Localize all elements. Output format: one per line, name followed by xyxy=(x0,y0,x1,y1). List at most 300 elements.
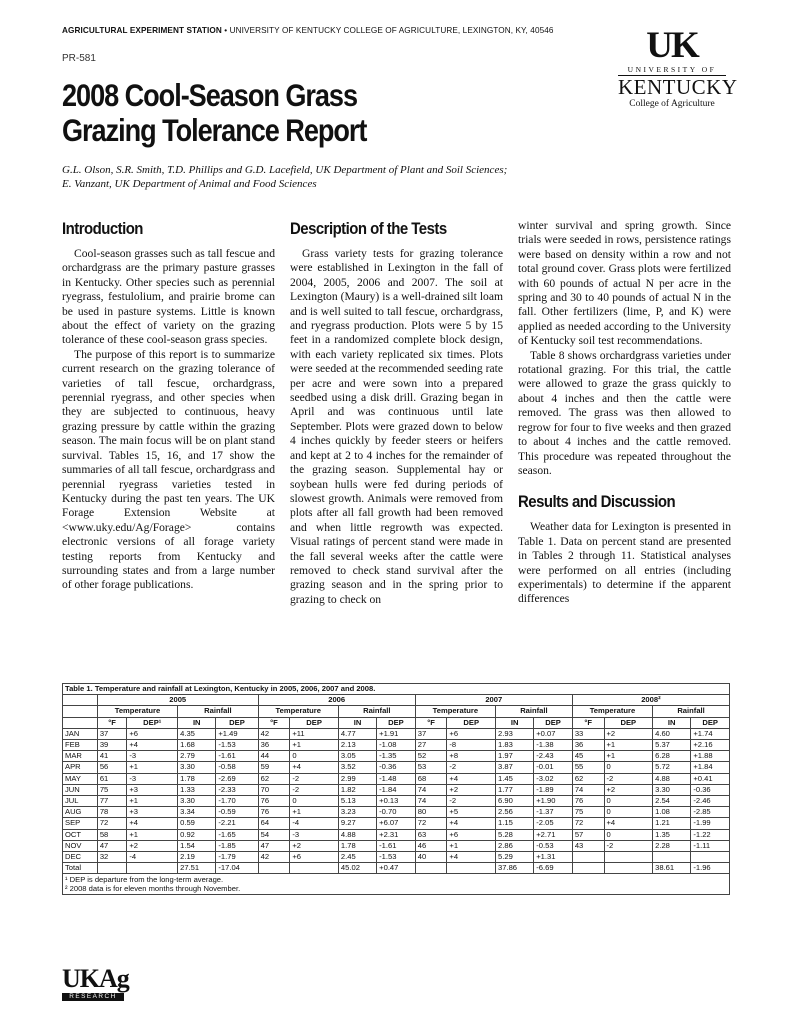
table-cell: 68 xyxy=(415,773,447,784)
table-cell: 58 xyxy=(97,829,127,840)
table-cell: +2 xyxy=(604,728,653,739)
year-header-row xyxy=(63,695,730,706)
table-cell: -0.59 xyxy=(216,807,258,818)
page-title xyxy=(62,78,366,148)
unit-header-blank xyxy=(63,717,98,728)
unit-header: DEP xyxy=(377,717,416,728)
table-row xyxy=(63,829,730,840)
table-cell: 53 xyxy=(415,762,447,773)
table-cell: 2.28 xyxy=(653,840,691,851)
table-cell: 37.86 xyxy=(496,863,534,874)
table-cell: 63 xyxy=(415,829,447,840)
table-cell: 4.88 xyxy=(653,773,691,784)
row-label-cell: OCT xyxy=(63,829,98,840)
table-cell: 43 xyxy=(572,840,604,851)
table-cell: +0.07 xyxy=(534,728,573,739)
table-cell xyxy=(258,863,290,874)
table-cell: -0.36 xyxy=(377,762,416,773)
results-paragraph-1: Weather data for Lexington is presented in Table 1. Data on percent stand are presented in Tables 2 through 11. Statistical analyses were performed on all entries (including experimentals) to determine if the apparent differences xyxy=(518,520,731,606)
table-cell: 59 xyxy=(258,762,290,773)
authors-line-2: E. Vanzant, UK Department of Animal and Food Sciences xyxy=(62,178,317,190)
table-cell: 1.78 xyxy=(338,840,376,851)
unit-header: IN xyxy=(653,717,691,728)
table-cell: -1.89 xyxy=(534,784,573,795)
row-label-cell: JUL xyxy=(63,796,98,807)
unit-header: °F xyxy=(415,717,447,728)
logo-uk-mark: UK xyxy=(646,25,698,66)
third-column xyxy=(518,219,731,607)
table-cell: +3 xyxy=(127,784,178,795)
table-cell: -3 xyxy=(127,751,178,762)
authors-line-1: G.L. Olson, S.R. Smith, T.D. Phillips and G.D. Lacefield, UK Department of Plant and Soil Sciences; xyxy=(62,164,508,176)
table-cell: 2.79 xyxy=(178,751,216,762)
table-cell: -0.53 xyxy=(534,840,573,851)
table-cell: -0.01 xyxy=(534,762,573,773)
table-cell: -1.99 xyxy=(691,818,730,829)
table-cell: 4.77 xyxy=(338,728,376,739)
row-label-cell: APR xyxy=(63,762,98,773)
table-cell: 3.30 xyxy=(178,796,216,807)
table-cell: 54 xyxy=(258,829,290,840)
table-cell: -2.33 xyxy=(216,784,258,795)
table-cell: +4 xyxy=(604,818,653,829)
table-cell: -0.70 xyxy=(377,807,416,818)
title-line-1: 2008 Cool-Season Grass xyxy=(62,77,358,113)
table-cell: +1.91 xyxy=(377,728,416,739)
description-continued: winter survival and spring growth. Since trials were seeded in rows, persistence ratings were based on density within a row and not total ground cover. Grass plots were fertilized with 60 pounds of actual N per acre in the spring and 30 to 40 pounds of actual N in the fall. Other fertilizers (lime, P, and K) were applied as needed according to the University of Kentucky soil test recommendations. xyxy=(518,219,731,348)
table-cell: +1 xyxy=(604,740,653,751)
table-cell: 72 xyxy=(415,818,447,829)
unit-header-row xyxy=(63,717,730,728)
table-cell: -2 xyxy=(290,773,339,784)
table-cell: 64 xyxy=(258,818,290,829)
table-cell: 1.82 xyxy=(338,784,376,795)
table-cell: 70 xyxy=(258,784,290,795)
table-cell: 0.59 xyxy=(178,818,216,829)
table-cell xyxy=(604,863,653,874)
table-cell: 0 xyxy=(290,796,339,807)
table-cell: -8 xyxy=(447,740,496,751)
table-cell: 9.27 xyxy=(338,818,376,829)
description-column xyxy=(290,219,503,607)
description-paragraph-1: Grass variety tests for grazing tolerance were established in Lexington in the fall of 2004, 2005, 2006 and 2007. The soil at Lexington (Maury) is a well-drained silt loam and is well suited to tall fescue, orchardgrass, and ryegrass production. Plots were 5 by 15 feet in a randomized complete block design, with each variety replicated six times. Plots were seeded at the recommended seeding rate per acre and were sown into a prepared seedbed using a disk drill. Grazing began in April and was continuous until late September. Plots were grazed down to below 4 inches quickly by feeder steers or heifers and kept at 2 to 4 inches for the remainder of the grazing season. Supplemental hay or soybean hulls were fed during periods of slowest growth. Animals were removed from plots after all fall growth had been removed and when little regrowth was expected. Visual ratings of percent stand were made in the fall several weeks after the cattle were removed to check stand survival after the grazing season and in the spring prior to grazing to check on xyxy=(290,247,503,606)
table-cell: 45.02 xyxy=(338,863,376,874)
row-label-cell: JUN xyxy=(63,784,98,795)
year-header: 2008² xyxy=(572,695,729,706)
table-cell: 1.45 xyxy=(496,773,534,784)
table-cell xyxy=(290,863,339,874)
table-cell: 77 xyxy=(97,796,127,807)
unit-header: DEP xyxy=(447,717,496,728)
year-header: 2006 xyxy=(258,695,415,706)
table-cell: 42 xyxy=(258,852,290,863)
masthead-station: AGRICULTURAL EXPERIMENT STATION xyxy=(62,26,222,35)
table-cell: -1.35 xyxy=(377,751,416,762)
table-row xyxy=(63,796,730,807)
table-cell: -2 xyxy=(604,840,653,851)
unit-header: °F xyxy=(97,717,127,728)
table-cell: 0 xyxy=(604,829,653,840)
table-cell: -1.08 xyxy=(377,740,416,751)
table-cell: 76 xyxy=(258,807,290,818)
table-cell: +3 xyxy=(127,807,178,818)
table-cell: 1.77 xyxy=(496,784,534,795)
introduction-paragraph-2: The purpose of this report is to summarize current research on the grazing tolerance of varieties of tall fescue, orchardgrass, perennial ryegrass, and other species when they are subjected to continuous, heavy grazing pressure by cattle within the grazing season. The main focus will be on plant stand survival. Tables 15, 16, and 17 show the summaries of all tall fescue, orchardgrass and perennial ryegrass varieties tested in Kentucky during the past ten years. The UK Forage Extension Website at <www.uky.edu/Ag/Forage> contains electronic versions of all forage variety testing reports from Kentucky and surrounding states and from a large number of other forage publications. xyxy=(62,347,275,592)
table-cell: +2.71 xyxy=(534,829,573,840)
ukag-mark: UKAg xyxy=(62,964,129,993)
unit-header: °F xyxy=(258,717,290,728)
unit-header: IN xyxy=(496,717,534,728)
month-header-blank xyxy=(63,695,98,706)
ukag-research-logo xyxy=(62,966,132,1001)
table-cell: 2.45 xyxy=(338,852,376,863)
table-cell: 61 xyxy=(97,773,127,784)
results-heading: Results and Discussion xyxy=(518,492,676,512)
table-cell: 36 xyxy=(572,740,604,751)
table-cell: -1.11 xyxy=(691,840,730,851)
table-cell: 2.19 xyxy=(178,852,216,863)
report-number: PR-581 xyxy=(62,53,96,64)
description-heading: Description of the Tests xyxy=(290,219,447,238)
table-cell: 40 xyxy=(415,852,447,863)
table-cell: 5.29 xyxy=(496,852,534,863)
table-cell: 1.54 xyxy=(178,840,216,851)
table-cell: -2.85 xyxy=(691,807,730,818)
row-label-cell: MAR xyxy=(63,751,98,762)
table-row xyxy=(63,740,730,751)
table-cell: +0.41 xyxy=(691,773,730,784)
table-cell: 45 xyxy=(572,751,604,762)
table-cell: -4 xyxy=(290,818,339,829)
table-cell: +0.13 xyxy=(377,796,416,807)
table-cell: +1.74 xyxy=(691,728,730,739)
table-row xyxy=(63,840,730,851)
group-header-blank xyxy=(63,706,98,717)
row-label-cell: FEB xyxy=(63,740,98,751)
temperature-header: Temperature xyxy=(415,706,495,717)
rainfall-header: Rainfall xyxy=(178,706,259,717)
table-cell: -1.22 xyxy=(691,829,730,840)
table-cell: -1.61 xyxy=(377,840,416,851)
table-cell: 1.83 xyxy=(496,740,534,751)
table-cell: 80 xyxy=(415,807,447,818)
table-cell: +5 xyxy=(447,807,496,818)
table-cell: -1.38 xyxy=(534,740,573,751)
table-cell: 0 xyxy=(604,807,653,818)
row-label-cell: SEP xyxy=(63,818,98,829)
table-1 xyxy=(62,683,730,895)
logo-university-of: UNIVERSITY OF xyxy=(627,65,717,74)
table-cell: 33 xyxy=(572,728,604,739)
table-cell: 2.54 xyxy=(653,796,691,807)
table-cell: 72 xyxy=(97,818,127,829)
logo-college: College of Agriculture xyxy=(629,99,715,109)
table-cell: 0 xyxy=(290,751,339,762)
table-cell: -0.36 xyxy=(691,784,730,795)
table-row xyxy=(63,807,730,818)
table-cell: 78 xyxy=(97,807,127,818)
table-cell: -1.84 xyxy=(377,784,416,795)
masthead xyxy=(62,26,554,35)
table-cell: +1 xyxy=(604,751,653,762)
table-cell: 27 xyxy=(415,740,447,751)
logo-kentucky: KENTUCKY xyxy=(618,75,738,99)
table-cell: 2.13 xyxy=(338,740,376,751)
row-label-cell: DEC xyxy=(63,852,98,863)
table-row xyxy=(63,818,730,829)
table-cell: 52 xyxy=(415,751,447,762)
unit-header: DEP xyxy=(216,717,258,728)
table-cell xyxy=(604,852,653,863)
table-row xyxy=(63,728,730,739)
table-cell: +6 xyxy=(447,829,496,840)
table-cell: -1.61 xyxy=(216,751,258,762)
table-cell: -1.48 xyxy=(377,773,416,784)
table-cell: 55 xyxy=(572,762,604,773)
table-cell: 46 xyxy=(415,840,447,851)
table-cell: 1.21 xyxy=(653,818,691,829)
table-cell: +6 xyxy=(127,728,178,739)
unit-header: DEP xyxy=(604,717,653,728)
table-cell: 1.78 xyxy=(178,773,216,784)
table-cell: 57 xyxy=(572,829,604,840)
table-cell: -1.85 xyxy=(216,840,258,851)
table-cell: -3.02 xyxy=(534,773,573,784)
table-cell: 5.72 xyxy=(653,762,691,773)
unit-header: DEP xyxy=(534,717,573,728)
table-cell: 1.97 xyxy=(496,751,534,762)
footnote-2: ² 2008 data is for eleven months through November. xyxy=(65,884,241,894)
table-cell: -2.69 xyxy=(216,773,258,784)
table-cell xyxy=(127,863,178,874)
table-cell: 32 xyxy=(97,852,127,863)
table-cell xyxy=(415,863,447,874)
table-cell: -2 xyxy=(447,762,496,773)
table-cell: -2.46 xyxy=(691,796,730,807)
table-cell: 2.86 xyxy=(496,840,534,851)
row-label-cell: Total xyxy=(63,863,98,874)
table-footnotes xyxy=(62,874,730,895)
table-cell: -1.53 xyxy=(377,852,416,863)
table-cell: +4 xyxy=(447,773,496,784)
table-cell: -2.21 xyxy=(216,818,258,829)
row-label-cell: NOV xyxy=(63,840,98,851)
table-cell: -3 xyxy=(127,773,178,784)
table-cell: 2.99 xyxy=(338,773,376,784)
table-row xyxy=(63,784,730,795)
table-row xyxy=(63,852,730,863)
table-cell: +4 xyxy=(127,740,178,751)
table-cell: 2.56 xyxy=(496,807,534,818)
table-cell: +1 xyxy=(127,796,178,807)
unit-header: DEP xyxy=(691,717,730,728)
table-cell: +1 xyxy=(447,840,496,851)
title-line-2: Grazing Tolerance Report xyxy=(62,112,367,148)
table-cell: 3.23 xyxy=(338,807,376,818)
table-cell: 74 xyxy=(415,784,447,795)
table-cell: +1 xyxy=(290,740,339,751)
table-cell: -6.69 xyxy=(534,863,573,874)
table-cell: -2.05 xyxy=(534,818,573,829)
table-cell xyxy=(97,863,127,874)
table-cell: +2 xyxy=(447,784,496,795)
table-cell: 62 xyxy=(572,773,604,784)
table-cell: +2 xyxy=(604,784,653,795)
table-cell: 1.33 xyxy=(178,784,216,795)
table-cell: 76 xyxy=(258,796,290,807)
table-cell: -1.53 xyxy=(216,740,258,751)
table-cell: +4 xyxy=(447,818,496,829)
table-cell: +2.31 xyxy=(377,829,416,840)
year-header: 2007 xyxy=(415,695,572,706)
table-cell: 74 xyxy=(415,796,447,807)
table-cell: 38.61 xyxy=(653,863,691,874)
table-cell: 75 xyxy=(572,807,604,818)
table-cell: +1.88 xyxy=(691,751,730,762)
introduction-heading: Introduction xyxy=(62,219,143,238)
unit-header: DEP xyxy=(290,717,339,728)
table-cell: 1.35 xyxy=(653,829,691,840)
group-header-row xyxy=(63,706,730,717)
rainfall-header: Rainfall xyxy=(496,706,573,717)
table-cell: -0.58 xyxy=(216,762,258,773)
table-cell: +2 xyxy=(290,840,339,851)
table-cell: +1 xyxy=(290,807,339,818)
table-cell: 0 xyxy=(604,796,653,807)
table-row xyxy=(63,762,730,773)
footnote-1: ¹ DEP is departure from the long-term average. xyxy=(65,875,224,885)
table-cell: 47 xyxy=(258,840,290,851)
table-cell: +6 xyxy=(290,852,339,863)
introduction-paragraph-1: Cool-season grasses such as tall fescue and orchardgrass are the primary pasture grasses in Kentucky. Other species such as perennial ryegrass, festulolium, and prairie brome can be used in pasture systems. Little is known about the effect of variety on the grazing tolerance of these cool-season grass species. xyxy=(62,247,275,347)
temperature-header: Temperature xyxy=(572,706,652,717)
row-label-cell: MAY xyxy=(63,773,98,784)
uk-college-logo xyxy=(612,25,738,109)
table-row xyxy=(63,751,730,762)
year-header: 2005 xyxy=(97,695,258,706)
table-cell: +1.31 xyxy=(534,852,573,863)
table-cell: 1.08 xyxy=(653,807,691,818)
table-cell: 0 xyxy=(604,762,653,773)
table-cell: 41 xyxy=(97,751,127,762)
row-label-cell: AUG xyxy=(63,807,98,818)
rainfall-header: Rainfall xyxy=(338,706,415,717)
rainfall-header: Rainfall xyxy=(653,706,730,717)
table-cell: 62 xyxy=(258,773,290,784)
weather-table xyxy=(62,683,730,874)
table-cell: +6.07 xyxy=(377,818,416,829)
row-label-cell: JAN xyxy=(63,728,98,739)
table-cell: 72 xyxy=(572,818,604,829)
table-cell: 76 xyxy=(572,796,604,807)
table-cell: 37 xyxy=(415,728,447,739)
masthead-address: • UNIVERSITY OF KENTUCKY COLLEGE OF AGRICULTURE, LEXINGTON, KY, 40546 xyxy=(221,26,554,35)
table-cell: -17.04 xyxy=(216,863,258,874)
table-cell: -2.43 xyxy=(534,751,573,762)
table-cell: 37 xyxy=(97,728,127,739)
table-cell: 0.92 xyxy=(178,829,216,840)
table-row xyxy=(63,773,730,784)
unit-header: DEP¹ xyxy=(127,717,178,728)
table-caption: Table 1. Temperature and rainfall at Lexington, Kentucky in 2005, 2006, 2007 and 2008. xyxy=(63,684,730,695)
table-cell: 39 xyxy=(97,740,127,751)
table-cell: 74 xyxy=(572,784,604,795)
temperature-header: Temperature xyxy=(97,706,177,717)
table-cell: 1.15 xyxy=(496,818,534,829)
research-label: RESEARCH xyxy=(62,993,124,1001)
table-cell: -4 xyxy=(127,852,178,863)
table-cell: 56 xyxy=(97,762,127,773)
table-cell: 3.30 xyxy=(653,784,691,795)
table-cell: -1.79 xyxy=(216,852,258,863)
table-cell: 4.60 xyxy=(653,728,691,739)
table-cell: -3 xyxy=(290,829,339,840)
table-cell xyxy=(572,863,604,874)
table-cell: +6 xyxy=(447,728,496,739)
table-cell: 3.87 xyxy=(496,762,534,773)
table-cell: +1 xyxy=(127,762,178,773)
table-cell xyxy=(691,852,730,863)
table-cell: +2 xyxy=(127,840,178,851)
table-cell: 75 xyxy=(97,784,127,795)
table-cell xyxy=(653,852,691,863)
description-paragraph-2: Table 8 shows orchardgrass varieties under rotational grazing. For this trial, the cattle were allowed to graze the grass quickly to about 4 inches and then the cattle were removed. The grass was then allowed to regrow for four to five weeks and then grazed to about 4 inches and the cattle removed. This procedure was repeated throughout the season. xyxy=(518,348,731,477)
unit-header: IN xyxy=(178,717,216,728)
table-cell: 5.13 xyxy=(338,796,376,807)
table-cell: +2.16 xyxy=(691,740,730,751)
table-cell: 5.37 xyxy=(653,740,691,751)
table-cell: +4 xyxy=(290,762,339,773)
table-cell: 4.35 xyxy=(178,728,216,739)
table-cell: 3.34 xyxy=(178,807,216,818)
table-cell: +1.90 xyxy=(534,796,573,807)
table-cell: 47 xyxy=(97,840,127,851)
table-cell: +4 xyxy=(447,852,496,863)
table-cell: +1 xyxy=(127,829,178,840)
table-cell: 3.05 xyxy=(338,751,376,762)
table-row xyxy=(63,863,730,874)
table-cell: +4 xyxy=(127,818,178,829)
table-cell: 6.28 xyxy=(653,751,691,762)
authors xyxy=(62,163,582,191)
table-cell: -1.37 xyxy=(534,807,573,818)
table-cell: -1.70 xyxy=(216,796,258,807)
table-cell: 44 xyxy=(258,751,290,762)
table-cell: -1.96 xyxy=(691,863,730,874)
table-cell: 36 xyxy=(258,740,290,751)
table-cell: 6.90 xyxy=(496,796,534,807)
unit-header: °F xyxy=(572,717,604,728)
table-cell: +0.47 xyxy=(377,863,416,874)
table-cell: -1.65 xyxy=(216,829,258,840)
table-cell: 1.68 xyxy=(178,740,216,751)
table-cell xyxy=(447,863,496,874)
table-cell: 4.88 xyxy=(338,829,376,840)
table-cell: -2 xyxy=(604,773,653,784)
table-cell: -2 xyxy=(290,784,339,795)
table-cell: 5.28 xyxy=(496,829,534,840)
table-cell: +1.49 xyxy=(216,728,258,739)
table-cell: +11 xyxy=(290,728,339,739)
table-cell: 42 xyxy=(258,728,290,739)
table-cell: 3.52 xyxy=(338,762,376,773)
table-cell: 3.30 xyxy=(178,762,216,773)
table-cell: +8 xyxy=(447,751,496,762)
table-cell: 2.93 xyxy=(496,728,534,739)
table-cell xyxy=(572,852,604,863)
table-cell: +1.84 xyxy=(691,762,730,773)
table-cell: 27.51 xyxy=(178,863,216,874)
